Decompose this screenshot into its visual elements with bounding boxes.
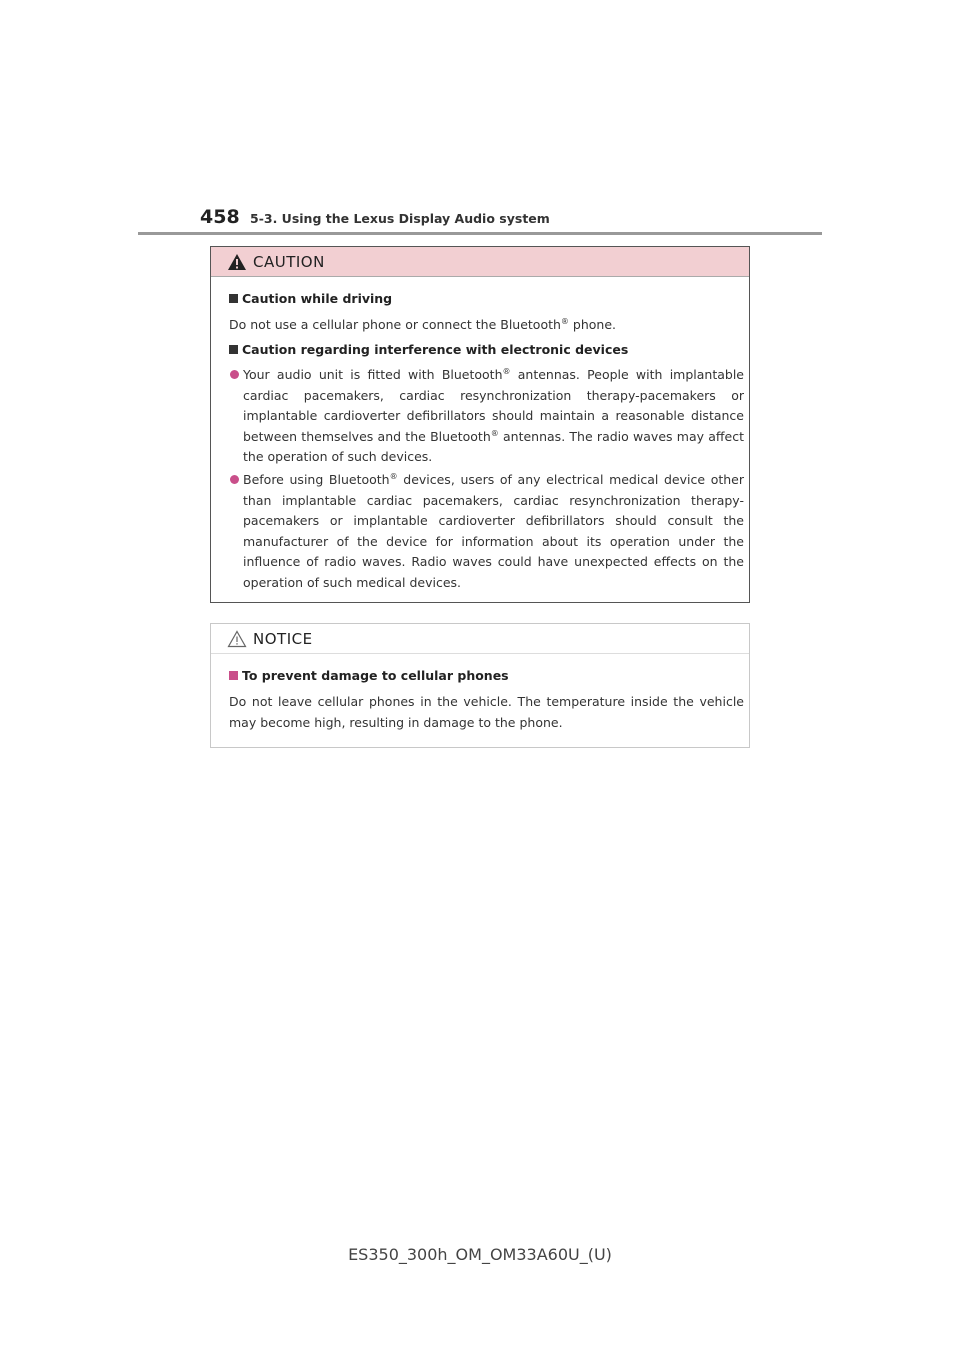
section-title: 5-3. Using the Lexus Display Audio system	[250, 211, 550, 226]
notice-text: Do not leave cellular phones in the vehicle. The temperature inside the vehicle may become high, resulting in damage to the phone.	[229, 694, 744, 730]
caution-header	[211, 247, 749, 277]
caution-bullet-2: Before using Bluetooth® devices, users of any electrical medical device other than implantable cardiac pacemakers, cardiac resynchronization therapy-pacemakers or implantable cardioverter defibrillators should consult the manufacturer of the device for information about its operation under the influence of radio waves. Radio waves could have unexpected effects on the operation of such medical devices.	[229, 470, 744, 593]
caution-bullet-1: Your audio unit is fitted with Bluetooth® antennas. People with implantable cardiac pacemakers, cardiac resynchronization therapy-pacemakers or implantable cardioverter defibrillators should maintain a reasonable distance between themselves and the Bluetooth® antennas. The radio waves may affect the operation of such devices.	[229, 365, 744, 468]
document-footer: ES350_300h_OM_OM33A60U_(U)	[348, 1245, 612, 1264]
caution-driving-text: Do not use a cellular phone or connect the Bluetooth® phone.	[229, 316, 616, 332]
warning-icon	[227, 253, 247, 271]
caution-label: CAUTION	[253, 253, 325, 271]
notice-box	[210, 623, 750, 748]
round-bullet-icon	[230, 370, 239, 379]
square-bullet-icon	[229, 294, 238, 303]
square-bullet-icon	[229, 345, 238, 354]
caution-box	[210, 246, 750, 603]
caution-heading-driving: Caution while driving	[229, 291, 392, 306]
notice-label: NOTICE	[253, 630, 313, 648]
notice-header	[211, 624, 749, 654]
round-bullet-icon	[230, 475, 239, 484]
header-rule	[138, 232, 822, 235]
square-bullet-icon	[229, 671, 238, 680]
caution-heading-interference: Caution regarding interference with electronic devices	[229, 342, 628, 357]
page-number: 458	[200, 206, 240, 228]
notice-heading: To prevent damage to cellular phones	[229, 668, 509, 683]
warning-outline-icon	[227, 630, 247, 648]
